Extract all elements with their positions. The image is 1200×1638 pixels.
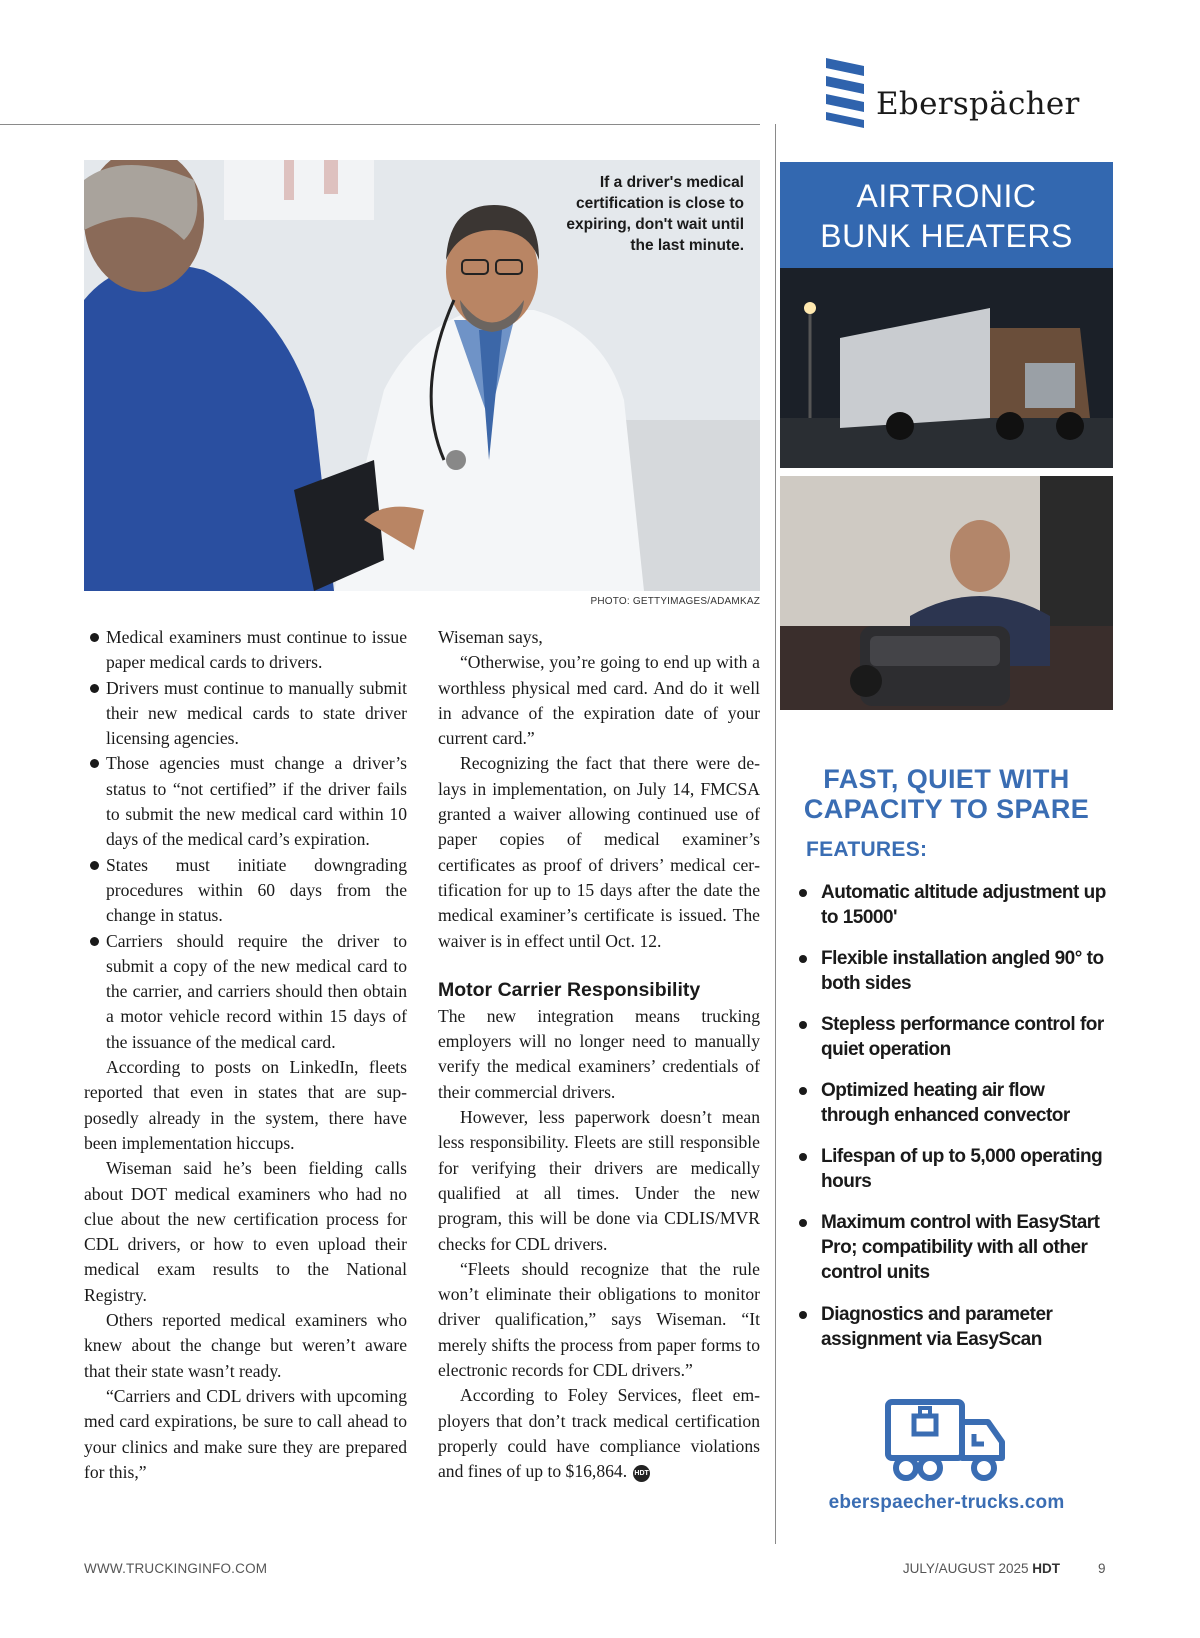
body-paragraph: “Fleets should recognize that the rule won’t eliminate their obligations to monitor driver qualification,” says Wiseman. “It merely shifts the process from paper forms to electronic records for CDL drivers.” bbox=[438, 1258, 760, 1381]
ad-truck-photo bbox=[780, 268, 1113, 468]
ad-website-link[interactable]: eberspaecher-trucks.com bbox=[828, 1492, 1065, 1513]
body-paragraph: “Otherwise, you’re going to end up with a worthless physical med card. And do it well in advance of the expiration date of your current card.” bbox=[438, 652, 760, 749]
feature-item: Lifespan of up to 5,000 operating hours bbox=[796, 1144, 1106, 1210]
ad-banner-line: AIRTRONIC bbox=[856, 178, 1037, 214]
feature-item: Automatic altitude adjustment up to 15000' bbox=[796, 880, 1106, 946]
feature-item: Diagnostics and parameter assignment via EasyScan bbox=[796, 1302, 1106, 1352]
bullet-dot bbox=[90, 861, 99, 870]
photo-caption: If a driver's medical certification is close to expiring, don't wait until the last minute. bbox=[566, 174, 744, 254]
body-paragraph: According to Foley Services, fleet employers that don’t track medical certification properly could have compliance violations and fines of up to $16,864. HDT bbox=[438, 1385, 760, 1482]
footer-website: WWW.TRUCKINGINFO.COM bbox=[84, 1561, 268, 1576]
body-paragraph: However, less paperwork doesn’t mean less responsibility. Fleets are still responsible for verifying their drivers are medically qualified at all times. Under the new program, this will be done via CDLIS/MVR checks for CDL drivers. bbox=[438, 1107, 760, 1254]
ad-banner-line: BUNK HEATERS bbox=[820, 218, 1073, 254]
body-paragraph: Wiseman says, bbox=[438, 627, 543, 647]
body-paragraph: “Carriers and CDL drivers with upcoming med card expirations, be sure to call ahead to your clinics and make sure they are prepared for this,” bbox=[84, 1385, 407, 1482]
photo-credit: PHOTO: GETTYIMAGES/ADAMKAZ bbox=[590, 596, 760, 607]
bullet-dot bbox=[90, 633, 99, 642]
eberspaecher-logo-icon bbox=[822, 56, 868, 130]
bullet-dot bbox=[90, 937, 99, 946]
article-column-left bbox=[84, 625, 407, 1485]
bullet-item: States must initiate downgrading procedures within 60 days from the change in status. bbox=[84, 853, 407, 929]
feature-item: Flexible installation angled 90° to both sides bbox=[796, 946, 1106, 1012]
body-paragraph: The new integration means trucking employers will no longer need to manually verify the medical examiners’ credentials of their commercial drivers. bbox=[438, 1005, 760, 1102]
bullet-dot bbox=[90, 684, 99, 693]
ad-features-title: FEATURES: bbox=[806, 838, 928, 861]
ad-features-list bbox=[796, 880, 1106, 1352]
column-divider bbox=[775, 124, 776, 1544]
truck-at-night-illustration bbox=[780, 268, 1113, 468]
ad-banner bbox=[780, 162, 1113, 268]
body-paragraph: Wiseman said he’s been fielding calls about DOT medical examiners who had no clue about the new certification process for CDL drivers, or how to even upload their medical exam results to the National Registry. bbox=[84, 1158, 407, 1305]
feature-item: Optimized heating air flow through enhanced convector bbox=[796, 1078, 1106, 1144]
ad-headline: FAST, QUIET WITH CAPACITY TO SPARE bbox=[803, 764, 1090, 824]
sleeper-cab-heater-illustration bbox=[780, 476, 1113, 710]
body-paragraph: According to posts on LinkedIn, fleets reported that even in states that are supposedly already in the system, there have been implementation hiccups. bbox=[84, 1057, 407, 1153]
footer-issue: JULY/AUGUST 2025 HDT bbox=[902, 1561, 1060, 1576]
body-paragraph: Others reported medical examiners who knew about the change but weren’t aware that their state wasn’t ready. bbox=[84, 1310, 407, 1381]
ad-brand-name: Eberspächer bbox=[876, 86, 1080, 122]
bullet-dot bbox=[90, 759, 99, 768]
article-column-middle bbox=[438, 625, 760, 1485]
top-rule bbox=[0, 124, 760, 125]
feature-item: Maximum control with EasyStart Pro; compatibility with all other control units bbox=[796, 1210, 1106, 1302]
bullet-item: Medical examiners must continue to issue paper medical cards to drivers. bbox=[84, 625, 407, 676]
delivery-truck-icon bbox=[884, 1398, 1008, 1482]
bullet-item: Carriers should require the driver to submit a copy of the new medical card to the carrier, and carriers should then obtain a motor vehicle record within 15 days of the issuance of the medical card. bbox=[84, 929, 407, 1055]
article-photo bbox=[84, 160, 760, 591]
ad-cab-photo bbox=[780, 476, 1113, 710]
feature-item: Stepless performance control for quiet operation bbox=[796, 1012, 1106, 1078]
section-subhead: Motor Carrier Responsibility bbox=[438, 978, 701, 1001]
end-mark-icon: HDT bbox=[633, 1465, 650, 1482]
bullet-item: Those agencies must change a driver’s status to “not certified” if the driver fails to submit the new medical card within 10 days of the medical card’s expiration. bbox=[84, 751, 407, 852]
page-number: 9 bbox=[1098, 1561, 1106, 1576]
body-paragraph: Recognizing the fact that there were delays in implementation, on July 14, FMCSA granted a waiver allowing continued use of paper copies of medical examiner’s certificates as proof of drivers’ medical certification for up to 15 days after the date the medical examiner’s certificate is issued. The waiver is in effect until Oct. 12. bbox=[438, 753, 760, 951]
bullet-item: Drivers must continue to manually submit their new medical cards to state driver licensing agencies. bbox=[84, 676, 407, 752]
